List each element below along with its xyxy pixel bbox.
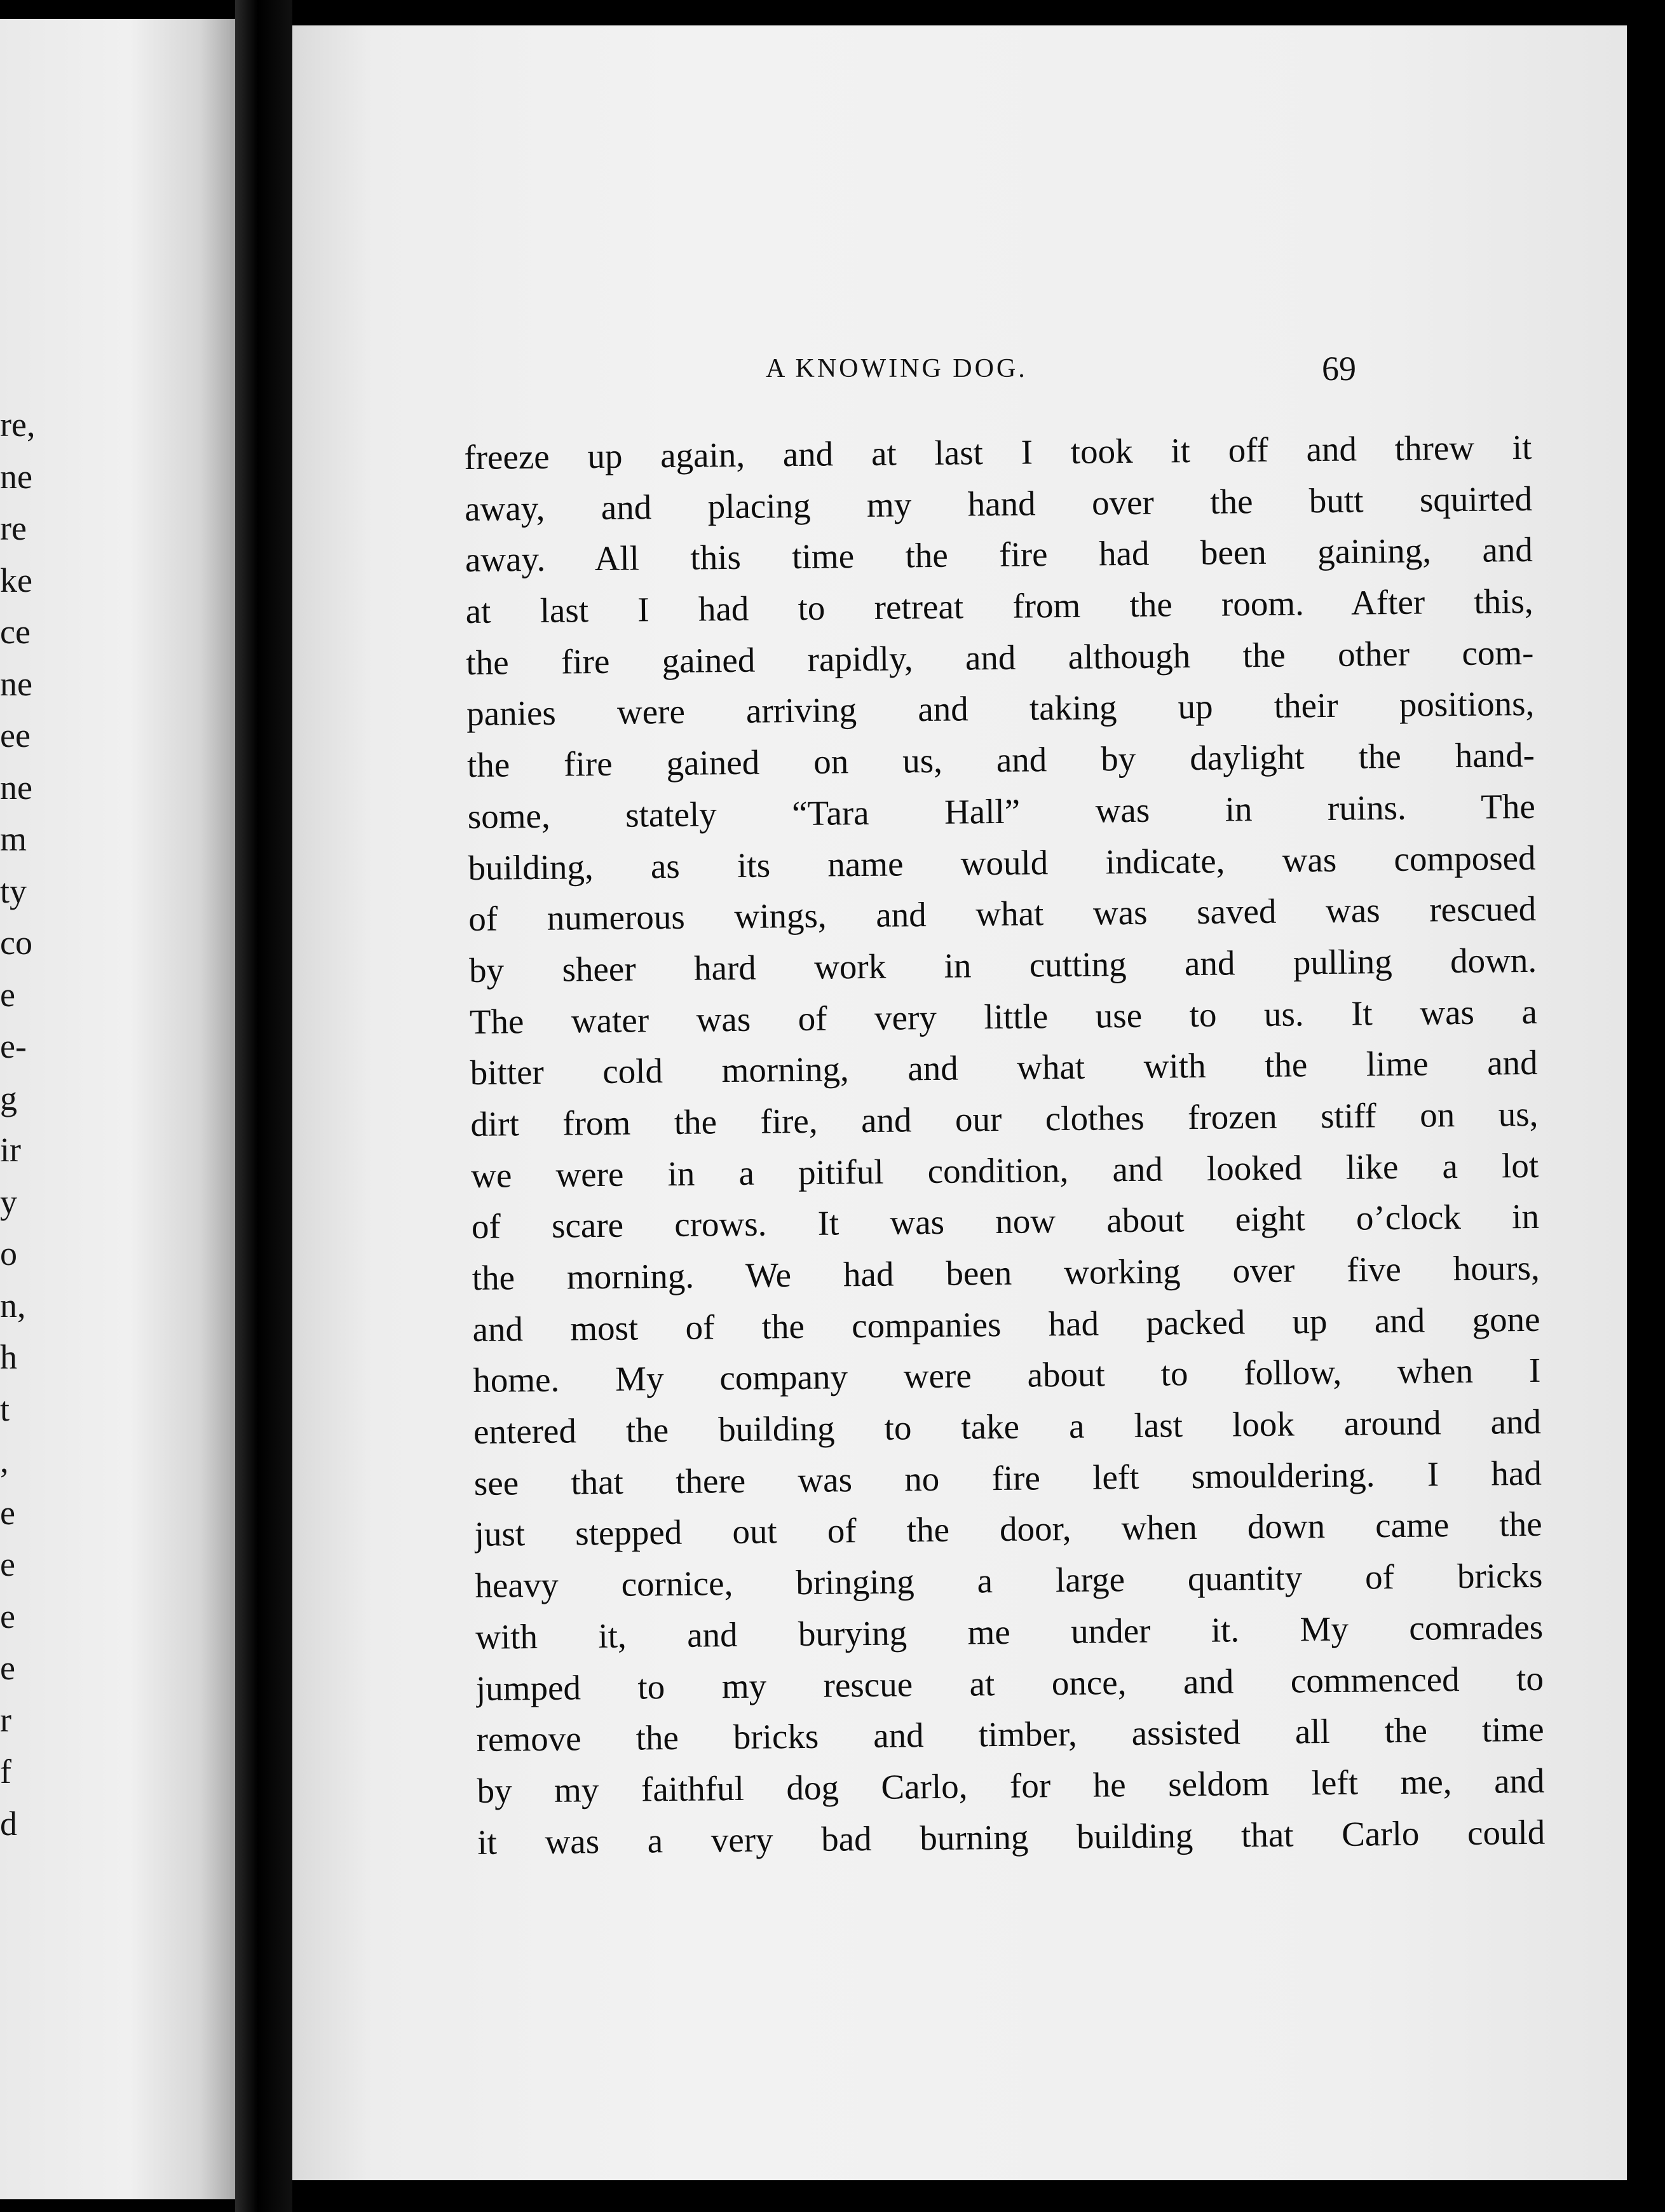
- text-line: jumped to my rescue at once, and commenced to: [475, 1658, 1544, 1708]
- text-line: heavy cornice, bringing a large quantity of bricks: [475, 1555, 1543, 1606]
- left-fragment: co: [0, 924, 32, 962]
- left-fragment: e: [0, 1493, 15, 1532]
- left-fragment: f: [0, 1752, 11, 1791]
- left-fragment: ne: [0, 768, 32, 807]
- text-line: of scare crows. It was now about eight o’clock in: [471, 1197, 1540, 1246]
- left-page: [0, 19, 235, 2199]
- text-line: see that there was no fire left smouldering. I had: [473, 1453, 1542, 1503]
- left-fragment: ne: [0, 664, 32, 703]
- text-line: The water was of very little use to us. It was a: [469, 992, 1538, 1041]
- left-fragment: t: [0, 1389, 10, 1428]
- text-line: by sheer hard work in cutting and pulling down.: [468, 940, 1537, 990]
- text-line: remove the bricks and timber, assisted all the time: [476, 1709, 1544, 1759]
- right-page: [292, 25, 1627, 2180]
- text-line: building, as its name would indicate, was composed: [468, 838, 1536, 887]
- running-head: A KNOWING DOG.: [766, 354, 1028, 383]
- text-line: away. All this time the fire had been gaining, and: [465, 530, 1533, 580]
- left-fragment: d: [0, 1804, 17, 1843]
- left-fragment: ee: [0, 716, 31, 754]
- left-fragment: e: [0, 1597, 15, 1635]
- scan-border: [1627, 0, 1665, 2212]
- text-line: dirt from the fire, and our clothes frozen stiff on us,: [470, 1094, 1539, 1144]
- left-fragment: h: [0, 1338, 17, 1376]
- text-line: away, and placing my hand over the butt squirted: [464, 479, 1533, 528]
- text-line: entered the building to take a last look around and: [473, 1402, 1542, 1451]
- text-line: we were in a pitiful condition, and looked like a lot: [470, 1145, 1539, 1195]
- left-fragment: ir: [0, 1131, 21, 1169]
- left-fragment: ce: [0, 613, 31, 651]
- left-fragment: m: [0, 820, 27, 858]
- page-number: 69: [1322, 350, 1356, 388]
- left-fragment: e: [0, 1545, 15, 1583]
- text-line: and most of the companies had packed up and gone: [472, 1299, 1540, 1349]
- left-fragment: re: [0, 509, 27, 547]
- left-fragment: n,: [0, 1286, 26, 1325]
- text-line: it was a very bad burning building that Carlo could: [477, 1812, 1546, 1862]
- left-fragment: ke: [0, 561, 32, 599]
- left-fragment: ne: [0, 457, 32, 496]
- text-line: with it, and burying me under it. My comrades: [475, 1607, 1544, 1656]
- text-line: panies were arriving and taking up their positions,: [466, 684, 1535, 734]
- text-line: of numerous wings, and what was saved was rescued: [468, 889, 1537, 939]
- text-line: the fire gained rapidly, and although the other com-: [466, 632, 1534, 682]
- text-line: just stepped out of the door, when down came the: [474, 1505, 1542, 1554]
- left-fragment: g: [0, 1079, 17, 1117]
- text-line: home. My company were about to follow, when I: [473, 1351, 1541, 1400]
- left-fragment: e: [0, 1649, 15, 1687]
- left-page-text-fragments: [0, 399, 51, 1850]
- book-gutter-shadow: [235, 0, 292, 2212]
- left-fragment: ty: [0, 871, 27, 910]
- left-fragment: ,: [0, 1442, 9, 1480]
- left-fragment: o: [0, 1234, 17, 1273]
- text-line: by my faithful dog Carlo, for he seldom left me, and: [477, 1761, 1545, 1810]
- body-text: [464, 422, 1546, 1868]
- text-line: bitter cold morning, and what with the lime and: [470, 1043, 1538, 1093]
- text-line: some, stately “Tara Hall” was in ruins. The: [467, 786, 1536, 836]
- left-fragment: r: [0, 1700, 11, 1739]
- left-fragment: y: [0, 1182, 17, 1221]
- left-fragment: e-: [0, 1027, 27, 1065]
- left-fragment: e: [0, 975, 15, 1014]
- text-line: the morning. We had been working over five hours,: [472, 1248, 1540, 1297]
- page-header: [292, 343, 1373, 394]
- left-fragment: re,: [0, 406, 36, 444]
- text-line: the fire gained on us, and by daylight the hand-: [466, 735, 1535, 785]
- text-line: freeze up again, and at last I took it off and threw it: [464, 427, 1532, 477]
- text-line: at last I had to retreat from the room. After this,: [465, 581, 1533, 631]
